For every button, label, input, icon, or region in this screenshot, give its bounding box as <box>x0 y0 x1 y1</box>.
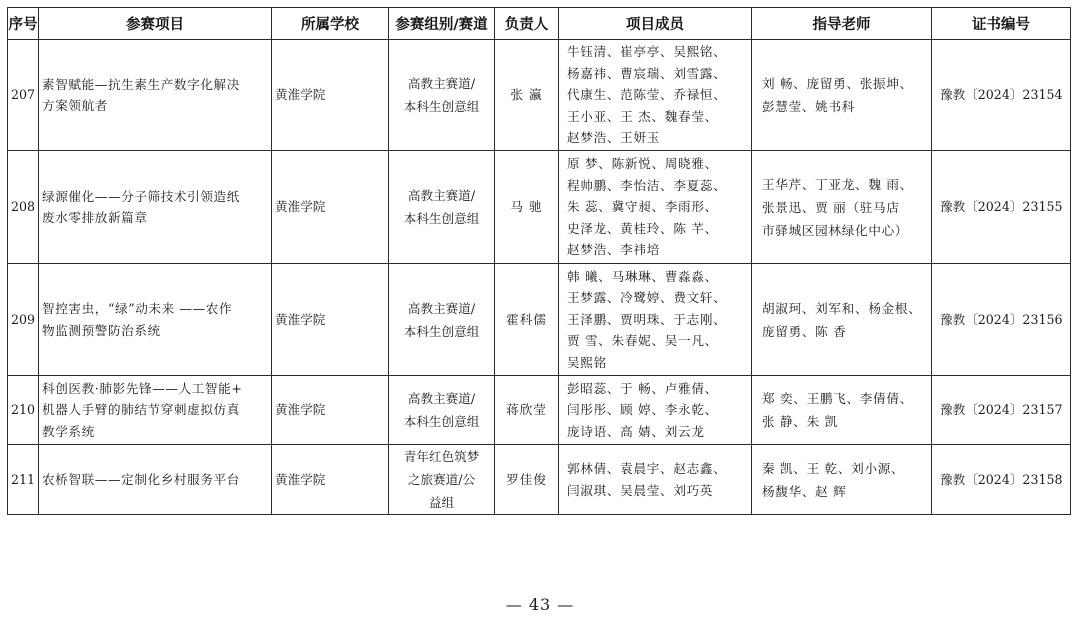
competition-group <box>389 376 495 445</box>
header-members: 项目成员 <box>559 8 752 40</box>
row-number: 207 <box>8 40 39 151</box>
members-line: 赵梦浩、王妍玉 <box>567 130 661 146</box>
project-line: 素智赋能—抗生素生产数字化解决 <box>42 76 240 92</box>
team-members <box>559 376 752 445</box>
advisors-line: 张景迅、贾 丽（驻马店 <box>762 199 900 215</box>
certificate-number: 豫教〔2024〕23154 <box>932 40 1071 151</box>
members-line: 杨嘉祎、曹宸瑞、刘雪露、 <box>567 65 727 81</box>
page-number: — 43 — <box>505 595 575 614</box>
members-line: 吴熙铭 <box>567 354 607 370</box>
school-name: 黄淮学院 <box>272 151 389 264</box>
advisors-line: 市驿城区园林绿化中心） <box>762 222 909 238</box>
project-line: 物监测预警防治系统 <box>42 322 161 338</box>
school-name: 黄淮学院 <box>272 376 389 445</box>
advisors-line: 秦 凯、王 乾、刘小源、 <box>762 460 905 476</box>
members-line: 史泽龙、黄桂玲、陈 芊、 <box>567 220 718 236</box>
group-line: 高教主赛道/ <box>407 188 476 203</box>
competition-group <box>389 151 495 264</box>
competition-group <box>389 264 495 376</box>
table-row <box>8 445 1071 515</box>
certificate-number: 豫教〔2024〕23157 <box>932 376 1071 445</box>
members-line: 原 梦、陈新悦、周晓雅、 <box>567 156 718 172</box>
header-no: 序号 <box>8 8 39 40</box>
team-members <box>559 445 752 515</box>
group-line: 青年红色筑梦 <box>403 449 480 464</box>
group-line: 本科生创意组 <box>403 211 480 226</box>
group-line: 本科生创意组 <box>403 414 480 429</box>
members-line: 闫彤彤、顾 婷、李永乾、 <box>567 402 718 418</box>
group-line: 益组 <box>428 495 455 510</box>
members-line: 闫淑琪、吴晨莹、刘巧英 <box>567 482 714 498</box>
header-school: 所属学校 <box>272 8 389 40</box>
header-row <box>8 8 1071 40</box>
row-number: 208 <box>8 151 39 264</box>
members-line: 代康生、范陈莹、乔禄恒、 <box>567 87 727 103</box>
table-row <box>8 264 1071 376</box>
certificate-number: 豫教〔2024〕23158 <box>932 445 1071 515</box>
project-line: 农桥智联——定制化乡村服务平台 <box>42 471 240 487</box>
project-name <box>39 264 272 376</box>
members-line: 韩 曦、马琳琳、曹淼淼、 <box>567 268 718 284</box>
row-number: 209 <box>8 264 39 376</box>
school-name: 黄淮学院 <box>272 40 389 151</box>
project-line: 科创医教·肺影先锋——人工智能+ <box>42 380 243 396</box>
project-line: 智控害虫，“绿”动未来 ——农作 <box>42 301 233 317</box>
members-line: 王泽鹏、贾明珠、于志刚、 <box>567 311 727 327</box>
members-line: 庞诗语、高 婧、刘云龙 <box>567 423 705 439</box>
advisors-line: 杨馥华、赵 辉 <box>762 483 847 499</box>
members-line: 彭昭蕊、于 畅、卢雅倩、 <box>567 380 718 396</box>
certificate-number: 豫教〔2024〕23155 <box>932 151 1071 264</box>
members-line: 赵梦浩、李祎培 <box>567 242 661 258</box>
leader-name: 马 驰 <box>495 151 559 264</box>
members-line: 程帅鹏、李怡洁、李夏蕊、 <box>567 177 727 193</box>
award-table <box>7 7 1071 515</box>
advisors <box>752 40 932 151</box>
row-number: 210 <box>8 376 39 445</box>
project-line: 方案领航者 <box>42 98 108 113</box>
group-line: 本科生创意组 <box>403 99 480 114</box>
table-row <box>8 151 1071 264</box>
team-members <box>559 264 752 376</box>
advisors-line: 庞留勇、陈 香 <box>762 323 847 339</box>
competition-group <box>389 40 495 151</box>
project-line: 教学系统 <box>42 423 95 439</box>
header-advisors: 指导老师 <box>752 8 932 40</box>
leader-name: 霍科儒 <box>495 264 559 376</box>
project-name <box>39 40 272 151</box>
group-line: 高教主赛道/ <box>407 391 476 406</box>
school-name: 黄淮学院 <box>272 264 389 376</box>
advisors <box>752 376 932 445</box>
award-list-sheet <box>7 7 1070 515</box>
project-line: 废水零排放新篇章 <box>42 210 148 225</box>
project-line: 绿源催化——分子筛技术引领造纸 <box>42 188 240 204</box>
table-row <box>8 376 1071 445</box>
advisors <box>752 445 932 515</box>
team-members <box>559 151 752 264</box>
header-project: 参赛项目 <box>39 8 272 40</box>
advisors-line: 郑 奕、王鹏飞、李倩倩、 <box>762 391 913 406</box>
header-leader: 负责人 <box>495 8 559 40</box>
project-line: 机器人手臂的肺结节穿刺虚拟仿真 <box>42 402 240 418</box>
advisors-line: 胡淑珂、刘军和、杨金根、 <box>762 300 922 316</box>
table-row <box>8 40 1071 151</box>
group-line: 之旅赛道/公 <box>407 472 476 487</box>
header-cert: 证书编号 <box>932 8 1071 40</box>
row-number: 211 <box>8 445 39 515</box>
project-name <box>39 151 272 264</box>
leader-name: 蒋欣莹 <box>495 376 559 445</box>
leader-name: 罗佳俊 <box>495 445 559 515</box>
advisors-line: 张 静、朱 凯 <box>762 414 838 429</box>
certificate-number: 豫教〔2024〕23156 <box>932 264 1071 376</box>
group-line: 本科生创意组 <box>403 323 480 339</box>
header-group: 参赛组别/赛道 <box>389 8 495 40</box>
team-members <box>559 40 752 151</box>
advisors-line: 刘 畅、庞留勇、张振坤、 <box>762 76 913 91</box>
members-line: 王梦露、冷鹭婷、费文轩、 <box>567 290 727 306</box>
members-line: 朱 蕊、冀守昶、李雨形、 <box>567 199 718 215</box>
group-line: 高教主赛道/ <box>407 300 476 316</box>
group-line: 高教主赛道/ <box>407 76 476 91</box>
leader-name: 张 瀛 <box>495 40 559 151</box>
members-line: 郭林倩、袁晨宇、赵志鑫、 <box>567 461 727 477</box>
advisors <box>752 151 932 264</box>
advisors-line: 彭慧莹、姚书科 <box>762 99 856 114</box>
competition-group <box>389 445 495 515</box>
advisors <box>752 264 932 376</box>
project-name <box>39 376 272 445</box>
members-line: 牛钰清、崔亭亭、吴熙铭、 <box>567 44 727 60</box>
members-line: 王小亚、王 杰、魏春莹、 <box>567 108 718 124</box>
project-name <box>39 445 272 515</box>
advisors-line: 王华芹、丁亚龙、魏 雨、 <box>762 176 913 192</box>
school-name: 黄淮学院 <box>272 445 389 515</box>
members-line: 贾 雪、朱春妮、吴一凡、 <box>567 333 718 349</box>
